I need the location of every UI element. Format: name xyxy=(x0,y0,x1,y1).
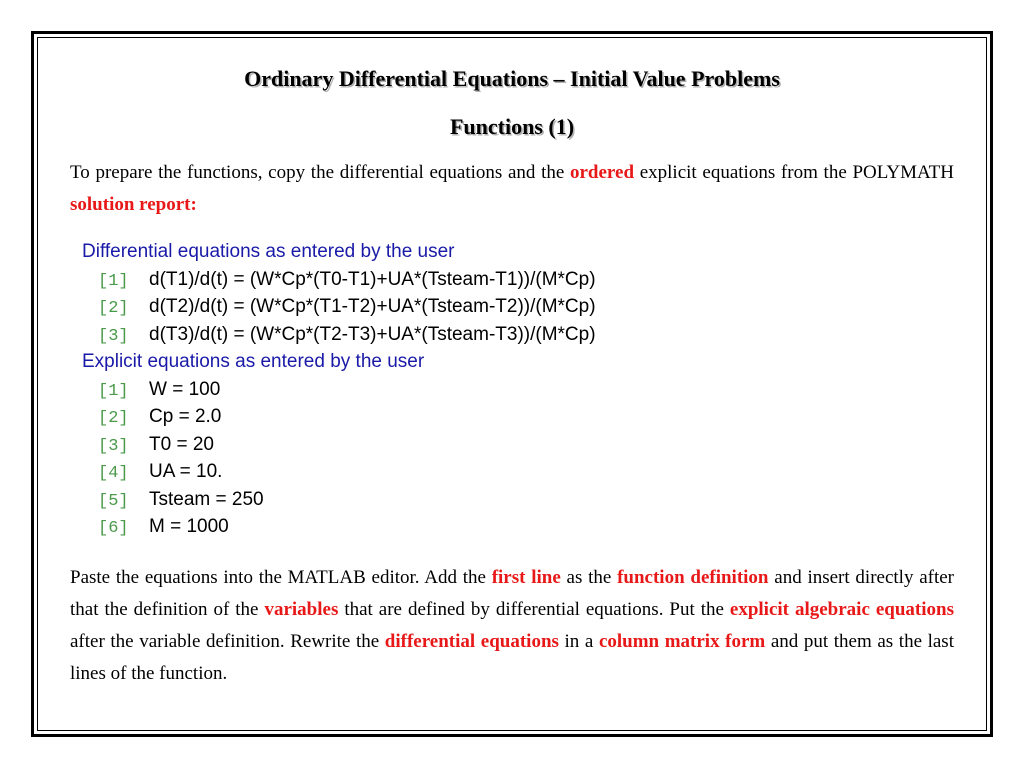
equation-text: d(T1)/d(t) = (W*Cp*(T0-T1)+UA*(Tsteam-T1))/(M*Cp) xyxy=(149,268,596,290)
equation-index: [5] xyxy=(98,491,129,511)
equation-text: d(T3)/d(t) = (W*Cp*(T2-T3)+UA*(Tsteam-T3))/(M*Cp) xyxy=(149,323,596,345)
equation-index: [2] xyxy=(98,299,129,318)
differential-equations-heading: Differential equations as entered by the user xyxy=(82,241,455,262)
equation-text: Tsteam = 250 xyxy=(149,488,264,510)
polymath-report xyxy=(82,238,942,541)
highlight-differential-equations: differential equations xyxy=(384,631,559,652)
instructions-text: and insert directly after that the definition of the xyxy=(70,567,954,620)
intro-paragraph xyxy=(70,157,954,221)
highlight-explicit-algebraic-equations: explicit algebraic equations xyxy=(729,599,954,620)
equation-index: [2] xyxy=(98,409,129,428)
instructions-text: that are defined by differential equations. Put the xyxy=(338,599,730,620)
explicit-equation-row xyxy=(82,458,942,486)
slide-subtitle: Functions (1) xyxy=(449,114,575,139)
equation-text: T0 = 20 xyxy=(149,433,214,455)
highlight-column-matrix-form: column matrix form xyxy=(598,631,766,652)
slide-title: Ordinary Differential Equations – Initial Value Problems xyxy=(244,66,780,91)
intro-text: To prepare the functions, copy the differential equations and the xyxy=(70,162,570,183)
equation-text: d(T2)/d(t) = (W*Cp*(T1-T2)+UA*(Tsteam-T2))/(M*Cp) xyxy=(149,296,596,317)
intro-text: explicit equations from the POLYMATH xyxy=(634,162,954,183)
differential-equation-row xyxy=(82,293,942,321)
instructions-text: and put them as the last lines of the function. xyxy=(70,631,954,684)
highlight-variables: variables xyxy=(264,599,339,620)
equation-text: M = 1000 xyxy=(149,516,229,537)
explicit-equation-row xyxy=(82,376,942,404)
explicit-equation-row xyxy=(82,403,942,431)
intro-highlight-ordered: ordered xyxy=(570,162,635,183)
equation-index: [4] xyxy=(98,464,129,483)
equation-index: [3] xyxy=(98,326,129,346)
explicit-equation-row xyxy=(82,513,942,541)
instructions-text: as the xyxy=(560,567,618,588)
equation-index: [3] xyxy=(98,436,129,456)
intro-highlight-solution-report: solution report: xyxy=(70,194,197,215)
highlight-function-definition: function definition xyxy=(617,567,769,588)
equation-text: UA = 10. xyxy=(149,461,223,482)
equation-index: [1] xyxy=(98,271,129,291)
equation-text: Cp = 2.0 xyxy=(149,406,222,427)
differential-equation-row xyxy=(82,266,942,294)
equation-index: [6] xyxy=(98,519,129,538)
instructions-text: Paste the equations into the MATLAB editor. Add the xyxy=(70,567,492,588)
explicit-equation-row xyxy=(82,486,942,514)
instructions-text: after the variable definition. Rewrite the xyxy=(70,631,385,652)
highlight-first-line: first line xyxy=(491,567,561,588)
equation-text: W = 100 xyxy=(149,378,221,400)
equation-index: [1] xyxy=(98,381,129,401)
explicit-equations-heading: Explicit equations as entered by the user xyxy=(82,351,425,372)
explicit-equation-row xyxy=(82,431,942,459)
instructions-text: in a xyxy=(558,631,599,652)
instructions-paragraph xyxy=(70,562,954,690)
differential-equation-row xyxy=(82,321,942,349)
